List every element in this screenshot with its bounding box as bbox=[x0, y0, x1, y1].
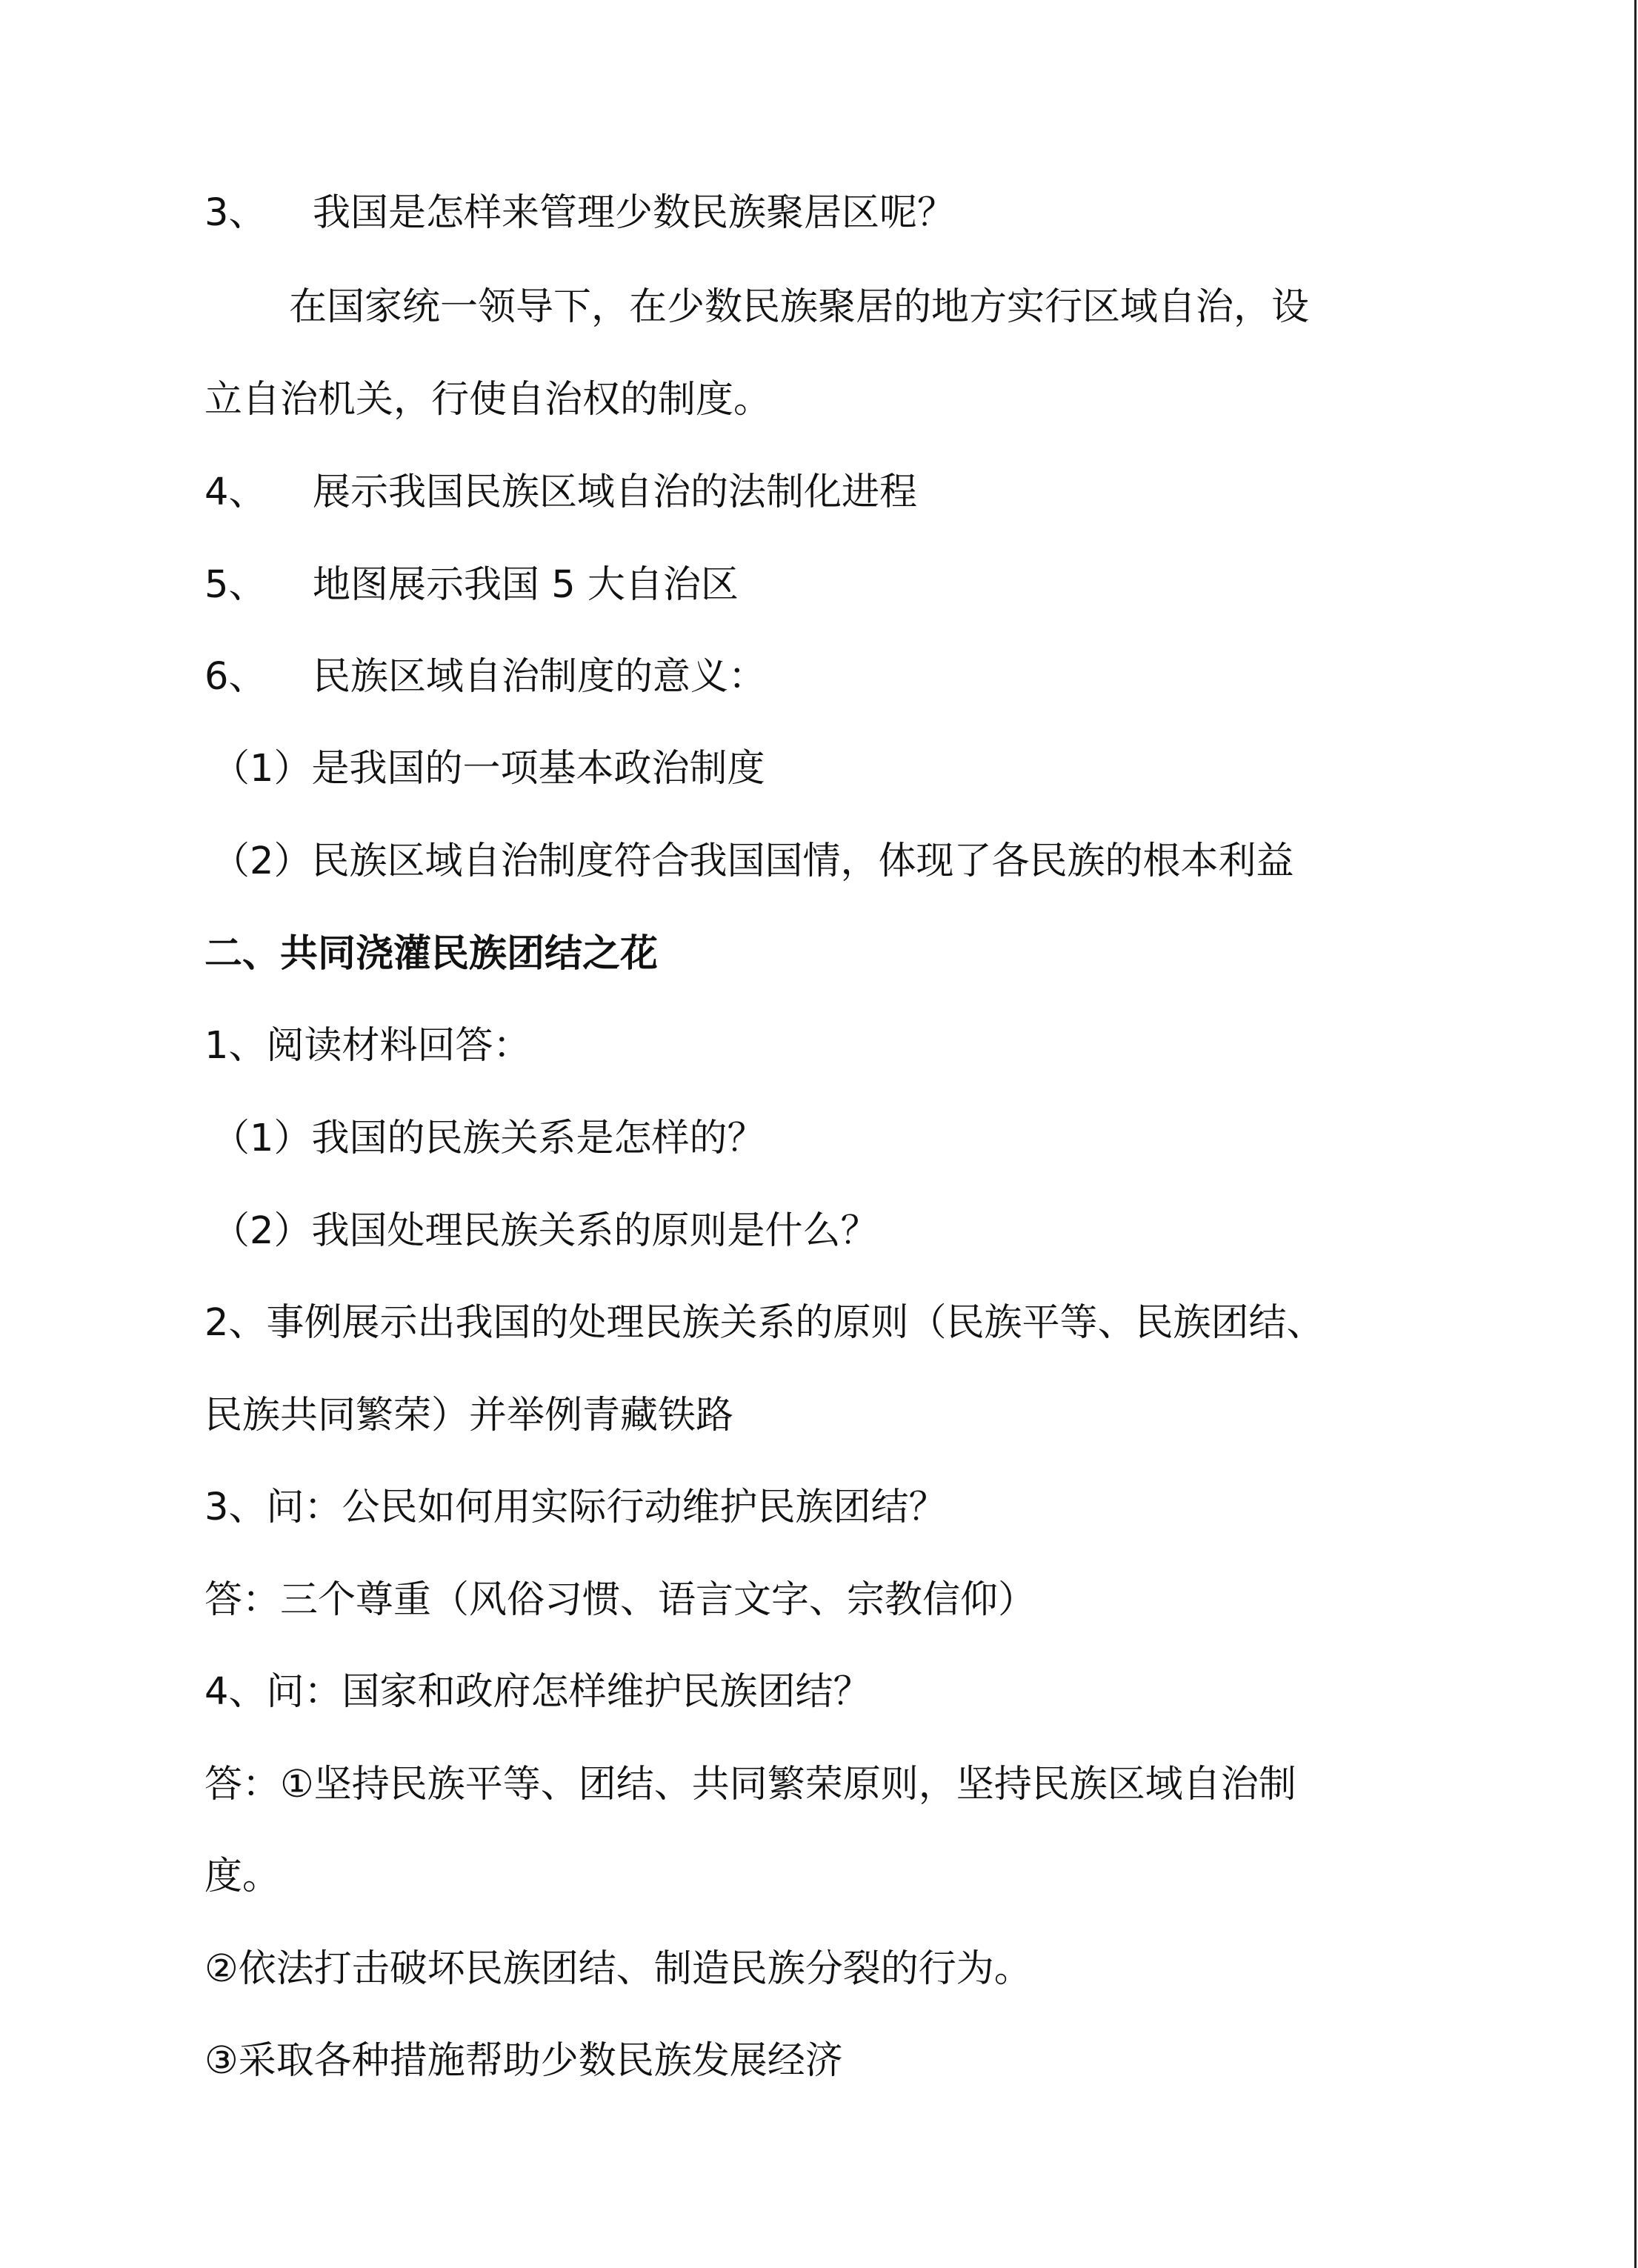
item-3-answer-line-1: 在国家统一领导下，在少数民族聚居的地方实行区域自治，设 bbox=[289, 285, 1310, 329]
item-1-reading: 1、阅读材料回答： bbox=[204, 1024, 531, 1068]
item-3-citizen-question: 3、问：公民如何用实际行动维护民族团结？ bbox=[204, 1486, 947, 1529]
item-6 bbox=[204, 655, 766, 699]
question-2: （2）我国处理民族关系的原则是什么？ bbox=[212, 1209, 879, 1253]
item-4-answer-point-3: ③采取各种措施帮助少数民族发展经济 bbox=[204, 2039, 843, 2083]
item-3-question bbox=[204, 191, 955, 236]
item-3-answer-line-2: 立自治机关，行使自治权的制度。 bbox=[204, 378, 772, 422]
item-4 bbox=[204, 470, 917, 515]
item-text: 地图展示我国 5 大自治区 bbox=[313, 563, 739, 607]
item-number: 5、 bbox=[204, 563, 267, 607]
item-number: 4、 bbox=[204, 470, 267, 514]
sub-item-2: （2）民族区域自治制度符合我国国情，体现了各民族的根本利益 bbox=[212, 839, 1294, 883]
item-5 bbox=[204, 563, 739, 608]
item-4-answer-line-2: 度。 bbox=[204, 1855, 281, 1898]
question-1: （1）我国的民族关系是怎样的？ bbox=[212, 1117, 765, 1160]
item-4-answer-point-2: ②依法打击破坏民族团结、制造民族分裂的行为。 bbox=[204, 1947, 1032, 1991]
item-4-state-question: 4、问：国家和政府怎样维护民族团结？ bbox=[204, 1670, 871, 1714]
item-2-line-1: 2、事例展示出我国的处理民族关系的原则（民族平等、民族团结、 bbox=[204, 1301, 1325, 1345]
item-4-answer-line-1: 答：①坚持民族平等、团结、共同繁荣原则，坚持民族区域自治制 bbox=[204, 1763, 1296, 1806]
item-text: 民族区域自治制度的意义： bbox=[313, 655, 767, 699]
page-edge-line bbox=[1634, 0, 1637, 2268]
item-number: 6、 bbox=[204, 655, 267, 699]
item-number: 3、 bbox=[204, 191, 267, 235]
sub-item-1: （1）是我国的一项基本政治制度 bbox=[212, 747, 765, 791]
item-text: 展示我国民族区域自治的法制化进程 bbox=[313, 470, 918, 514]
section-heading: 二、共同浇灌民族团结之花 bbox=[204, 932, 659, 976]
item-2-line-2: 民族共同繁荣）并举例青藏铁路 bbox=[204, 1394, 734, 1437]
item-3-citizen-answer: 答：三个尊重（风俗习惯、语言文字、宗教信仰） bbox=[204, 1578, 1036, 1622]
item-text: 我国是怎样来管理少数民族聚居区呢？ bbox=[313, 191, 956, 235]
